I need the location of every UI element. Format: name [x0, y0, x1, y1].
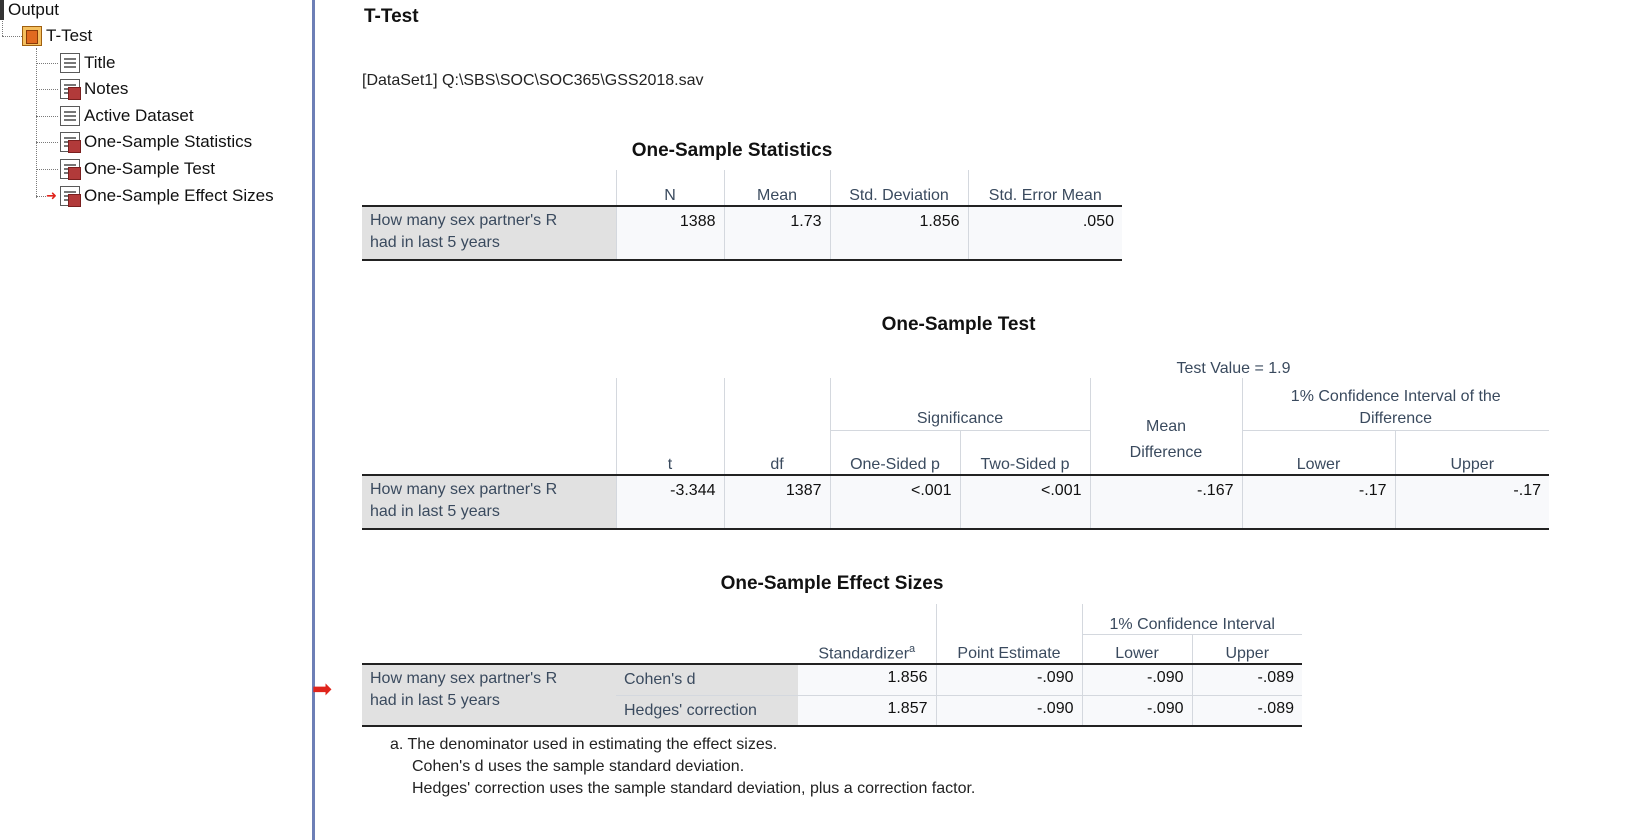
tree-item-notes[interactable]	[60, 77, 128, 101]
tree-item-one-sample-statistics[interactable]	[60, 130, 252, 154]
table-header-row	[362, 348, 1549, 378]
tree-item-label: Title	[84, 53, 116, 72]
pivot-table-icon	[60, 132, 80, 152]
table-cell: -3.344	[616, 475, 724, 529]
stats-table-title: One-Sample Statistics	[631, 140, 833, 161]
column-header: t	[616, 430, 724, 475]
table-cell: 1.73	[724, 206, 830, 260]
row-sublabel: Cohen's d	[616, 664, 798, 695]
tree-item-label: One-Sample Effect Sizes	[84, 186, 274, 205]
tree-guide	[36, 48, 37, 198]
column-header: Lower	[1082, 634, 1192, 664]
procedure-icon	[22, 26, 42, 46]
row-label: How many sex partner's R had in last 5 years	[362, 664, 616, 726]
tree-guide	[36, 142, 58, 143]
table-cell: -.17	[1242, 475, 1395, 529]
tree-item-label: One-Sample Test	[84, 159, 216, 178]
tree-item-label: Output	[8, 0, 60, 19]
table-header-row	[362, 430, 1549, 475]
table-cell: -.090	[936, 695, 1082, 726]
test-table[interactable]	[362, 348, 1549, 530]
tree-item-label: T-Test	[46, 26, 93, 45]
column-header: Standardizer$^a$	[818, 642, 916, 662]
output-navigator	[0, 0, 315, 840]
tree-item-one-sample-test[interactable]	[60, 157, 215, 181]
output-viewer	[312, 0, 1625, 840]
tree-item-label: Active Dataset	[84, 106, 194, 125]
column-header: Two-Sided p	[960, 430, 1090, 475]
row-label: How many sex partner's R had in last 5 years	[362, 475, 616, 529]
column-header: Upper	[1192, 634, 1302, 664]
significance-header: Significance	[830, 378, 1090, 430]
column-header: Std. Error Mean	[968, 170, 1122, 206]
column-header: Upper	[1395, 430, 1549, 475]
table-cell: -.089	[1192, 664, 1302, 695]
section-title: T-Test	[364, 6, 419, 27]
table-row	[362, 206, 1122, 260]
table-cell: 1.857	[798, 695, 936, 726]
table-cell: <.001	[830, 475, 960, 529]
tree-item-output[interactable]	[0, 0, 59, 22]
footnote-marker: a	[909, 642, 916, 655]
current-item-arrow-icon: ➡	[312, 676, 333, 703]
column-header: df	[724, 430, 830, 475]
table-footnote: a. The denominator used in estimating the effect sizes. Cohen's d uses the sample standard deviation. Hedges' correction uses the sample standard deviation, plus a correction factor.	[390, 736, 976, 797]
current-item-arrow-icon: ➜	[46, 188, 57, 203]
ci-header: 1% Confidence Interval	[1082, 604, 1302, 634]
table-header-row	[362, 634, 1302, 664]
tree-guide	[36, 63, 58, 64]
tree-guide	[2, 36, 22, 37]
test-table-title: One-Sample Test	[881, 314, 1036, 335]
ci-header: 1% Confidence Interval of the Difference	[1242, 378, 1549, 430]
effect-table[interactable]	[362, 604, 1302, 727]
table-row	[362, 475, 1549, 529]
tree-item-title[interactable]	[60, 51, 116, 75]
table-cell: 1388	[616, 206, 724, 260]
table-cell: -.090	[936, 664, 1082, 695]
log-icon	[60, 106, 80, 126]
table-header-row	[362, 170, 1122, 206]
table-cell: 1.856	[798, 664, 936, 695]
title-icon	[60, 53, 80, 73]
column-header: One-Sided p	[830, 430, 960, 475]
table-cell: -.17	[1395, 475, 1549, 529]
column-header: Point Estimate	[936, 634, 1082, 664]
dataset-path: [DataSet1] Q:\SBS\SOC\SOC365\GSS2018.sav	[362, 72, 704, 89]
notes-icon	[60, 79, 80, 99]
row-sublabel: Hedges' correction	[616, 695, 798, 726]
tree-item-one-sample-effect-sizes[interactable]	[46, 184, 274, 208]
column-header: N	[616, 170, 724, 206]
column-header: Std. Deviation	[830, 170, 968, 206]
tree-item-t-test[interactable]	[22, 24, 92, 48]
tree-guide	[36, 196, 46, 197]
column-header: Lower	[1242, 430, 1395, 475]
table-cell: .050	[968, 206, 1122, 260]
row-label: How many sex partner's R had in last 5 years	[362, 206, 616, 260]
tree-item-label: Notes	[84, 79, 129, 98]
test-value-header: Test Value = 1.9	[1176, 360, 1291, 377]
tree-guide	[36, 89, 58, 90]
tree-guide	[36, 169, 58, 170]
stats-table[interactable]	[362, 170, 1122, 261]
column-header: Mean	[724, 170, 830, 206]
table-cell: 1.856	[830, 206, 968, 260]
table-header-row	[362, 604, 1302, 634]
pivot-table-icon	[60, 159, 80, 179]
table-cell: 1387	[724, 475, 830, 529]
table-cell: -.090	[1082, 664, 1192, 695]
table-header-row	[362, 378, 1549, 430]
tree-guide	[36, 116, 58, 117]
table-cell: -.167	[1090, 475, 1242, 529]
tree-item-label: One-Sample Statistics	[84, 132, 253, 151]
table-cell: <.001	[960, 475, 1090, 529]
column-header: Mean Difference	[1090, 430, 1242, 475]
tree-item-active-dataset[interactable]	[60, 104, 194, 128]
pivot-table-icon	[60, 186, 80, 206]
table-cell: -.090	[1082, 695, 1192, 726]
book-icon	[0, 0, 4, 20]
effect-table-title: One-Sample Effect Sizes	[720, 573, 944, 594]
table-row	[362, 664, 1302, 695]
table-cell: -.089	[1192, 695, 1302, 726]
